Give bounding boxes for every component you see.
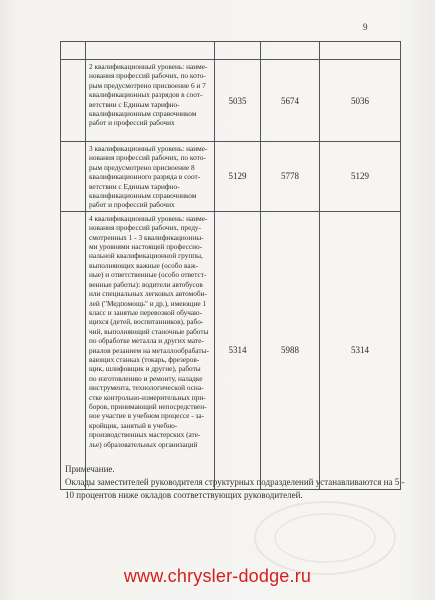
salary-value: 5129 [320,142,401,212]
table-cell-empty [61,142,86,212]
watermark-url: www.chrysler-dodge.ru [123,566,312,586]
salary-value: 5129 [215,142,261,212]
page-number: 9 [363,22,368,32]
description-line: 3 квалификационный уровень: наиме- [89,144,208,153]
description-line: нования профессий рабочих, по кото- [89,71,206,81]
salary-value: 5314 [215,211,261,489]
table-cell-empty [61,211,86,489]
description-line: лье) образовательных организаций [89,439,198,449]
description-line: по обработке металла и других мате- [89,336,204,346]
table-cell-empty [61,60,86,142]
table-row [61,60,401,142]
salary-value: 5988 [261,211,320,489]
table-row [61,211,401,489]
description-line: стке контрольно-измерительных при- [89,392,206,402]
table-cell-empty [61,42,86,60]
salary-table [60,41,401,490]
salary-value: 5036 [320,60,401,142]
description-line: класс и занятые перевозкой обучаю- [89,307,203,317]
description-line: кройщик, занятый в учебно- [89,420,178,430]
description-line: чий, выполняющий станочные работы [89,326,209,336]
description-line: нальной квалификационной группы, [89,251,203,261]
description-line: работ и профессий рабочих [89,118,175,128]
salary-value: 5674 [261,60,320,142]
table-cell-empty [215,42,261,60]
description-line: ми уровнями настоящей профессио- [89,242,203,252]
description-line: щихся (детей, воспитанников), рабо- [89,317,204,327]
description-line: 2 квалификационный уровень: наиме- [89,62,208,71]
description-line: квалификационным справочником [89,191,197,201]
description-line: нования профессий рабочих, преду- [89,223,202,233]
description-line: венные работы): водители автобусов [89,279,203,289]
description-line: риалов резанием на металлообрабаты- [89,345,209,355]
qualification-description [86,142,215,212]
description-line: ветствии с Единым тарифно- [89,181,180,191]
qualification-description [86,211,215,489]
note-title: Примечание. [65,464,115,474]
salary-value: 5314 [320,211,401,489]
description-line: ные) и ответственные (особо ответст- [89,270,207,280]
table-row [61,142,401,212]
description-line: смотренных 1 - 3 квалификационны- [89,232,204,242]
note-text: Оклады заместителей руководителя структурных подразделений устанавливаются на 5 - 10 процентов ниже окладов соответствующих руководителей. [65,477,405,500]
description-line: вающих станках (токарь, фрезеров- [89,354,200,364]
description-line: нования профессий рабочих, по кото- [89,153,206,163]
description-line: боров, принимающий непосредствен- [89,401,207,411]
description-line: рым предусмотрено присвоение 6 и 7 [89,80,206,90]
description-line: квалификационного разряда в соот- [89,172,201,182]
salary-value: 5778 [261,142,320,212]
description-line: по изготовлению и ремонту, наладке [89,373,203,383]
table-cell-empty [320,42,401,60]
salary-value: 5035 [215,60,261,142]
table-cell-empty [86,42,215,60]
description-line: лей ("Медпомощь" и др.), имеющие 1 [89,298,207,308]
table-cell-empty [261,42,320,60]
description-line: работ и профессий рабочих [89,200,175,210]
description-line: квалификационным справочником [89,109,197,119]
description-line: выполняющих важные (особо важ- [89,260,199,270]
table-row-top [61,42,401,60]
description-line: инструмента, технологической осна- [89,383,204,393]
description-line: ное участие в учебном процессе - за- [89,411,205,421]
description-line: квалификационных разрядов в соот- [89,90,203,100]
description-line: щик, шлифовщик и другие), работы [89,364,201,374]
description-line: рым предусмотрено присвоение 8 [89,162,195,172]
description-line: или специальных легковых автомоби- [89,289,207,299]
qualification-description [86,60,215,142]
description-line: 4 квалификационный уровень: наиме- [89,213,208,223]
description-line: ветствии с Единым тарифно- [89,99,180,109]
description-line: производственных мастерских (ате- [89,430,201,440]
